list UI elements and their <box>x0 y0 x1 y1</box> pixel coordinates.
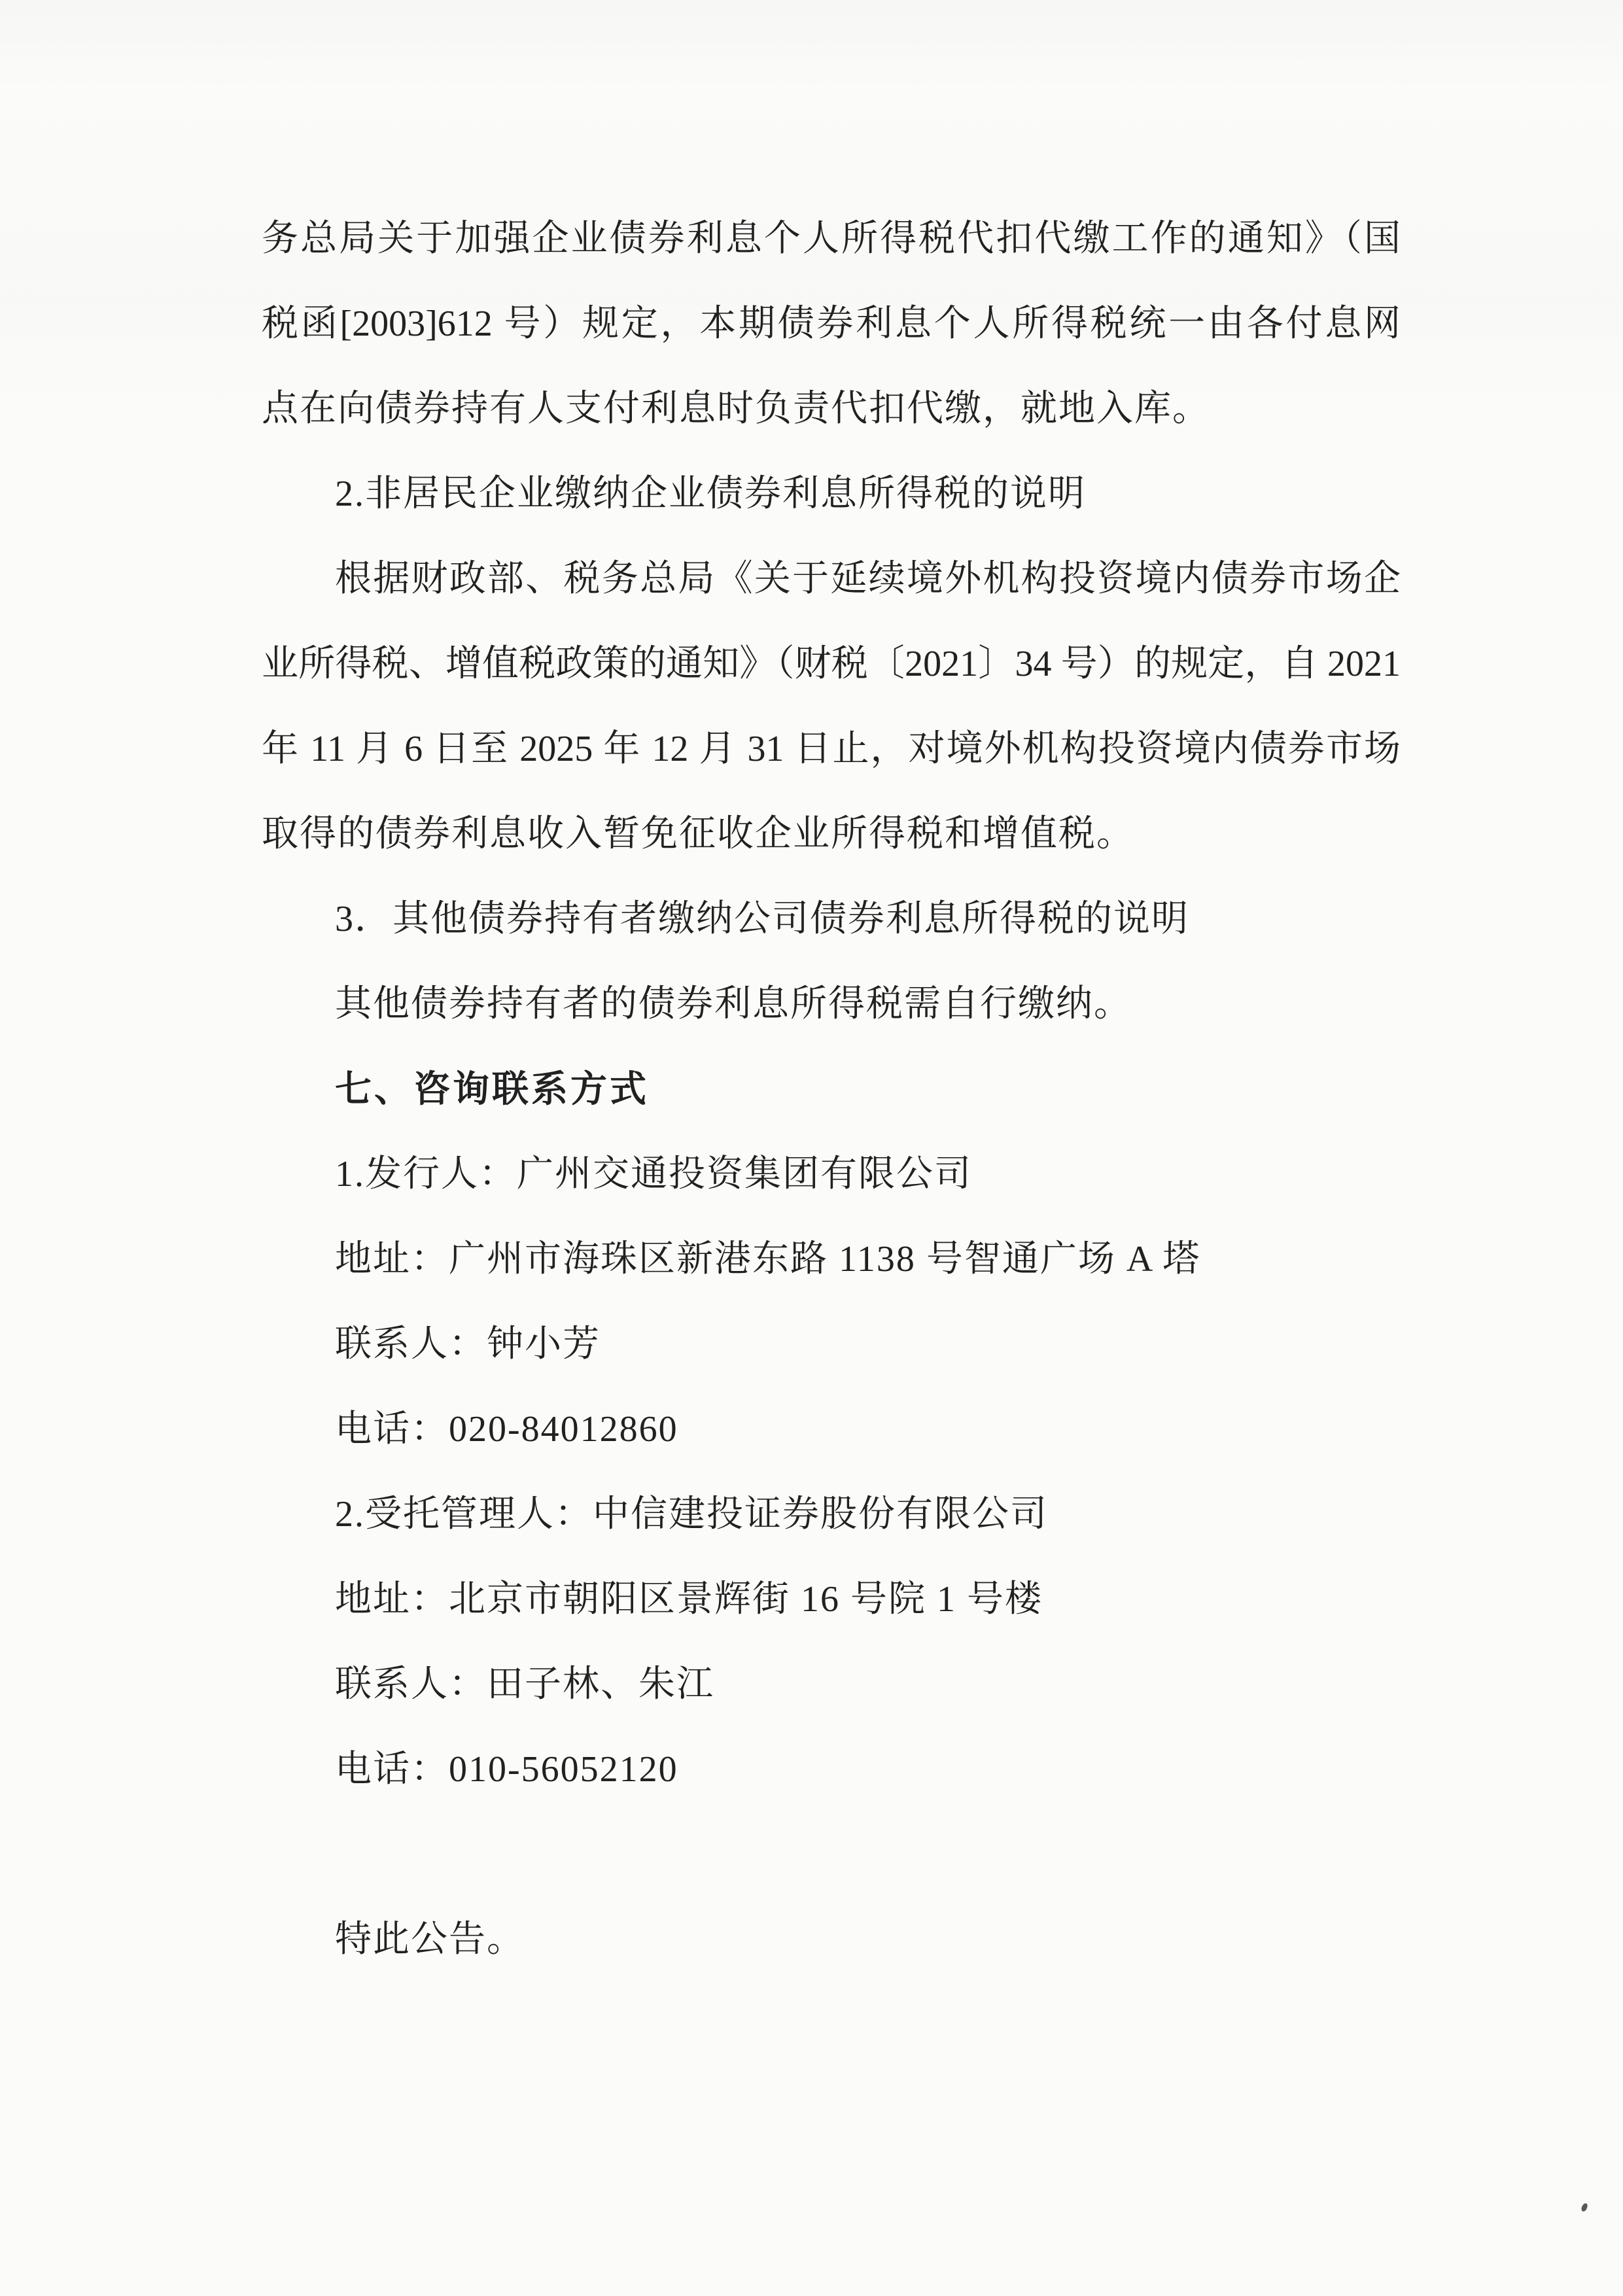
text-line: 电话：020-84012860 <box>335 1409 678 1450</box>
text-line: 地址：广州市海珠区新港东路 1138 号智通广场 A 塔 <box>335 1239 1201 1279</box>
document-body <box>262 196 1401 1982</box>
text-line: 2.受托管理人：中信建投证券股份有限公司 <box>335 1494 1048 1535</box>
text-line: 点在向债券持有人支付利息时负责代扣代缴，就地入库。 <box>262 389 1210 429</box>
text-line: 税函[2003]612 号）规定，本期债券利息个人所得税统一由各付息网 <box>262 304 1401 344</box>
text-line: 联系人：钟小芳 <box>335 1324 601 1365</box>
text-line: 3．其他债券持有者缴纳公司债券利息所得税的说明 <box>335 899 1189 939</box>
text-line: 联系人：田子林、朱江 <box>335 1664 714 1705</box>
text-line: 其他债券持有者的债券利息所得税需自行缴纳。 <box>335 984 1132 1024</box>
text-line: 务总局关于加强企业债券利息个人所得税代扣代缴工作的通知》（国 <box>262 218 1401 259</box>
text-line: 地址：北京市朝阳区景辉街 16 号院 1 号楼 <box>335 1579 1043 1620</box>
text-line: 业所得税、增值税政策的通知》（财税〔2021〕34 号）的规定，自 2021 <box>262 644 1401 684</box>
text-line: 1.发行人：广州交通投资集团有限公司 <box>335 1154 972 1194</box>
text-line: 电话：010-56052120 <box>335 1749 678 1790</box>
section-heading: 七、咨询联系方式 <box>335 1068 649 1109</box>
text-line: 2.非居民企业缴纳企业债券利息所得税的说明 <box>335 474 1086 514</box>
ink-speck <box>1580 2202 1588 2212</box>
closing-statement: 特此公告。 <box>335 1919 525 1960</box>
text-line: 取得的债券利息收入暂免征收企业所得税和增值税。 <box>262 814 1134 854</box>
text-line: 根据财政部、税务总局《关于延续境外机构投资境内债券市场企 <box>335 559 1401 599</box>
text-line: 年 11 月 6 日至 2025 年 12 月 31 日止，对境外机构投资境内债券市场 <box>262 729 1401 769</box>
